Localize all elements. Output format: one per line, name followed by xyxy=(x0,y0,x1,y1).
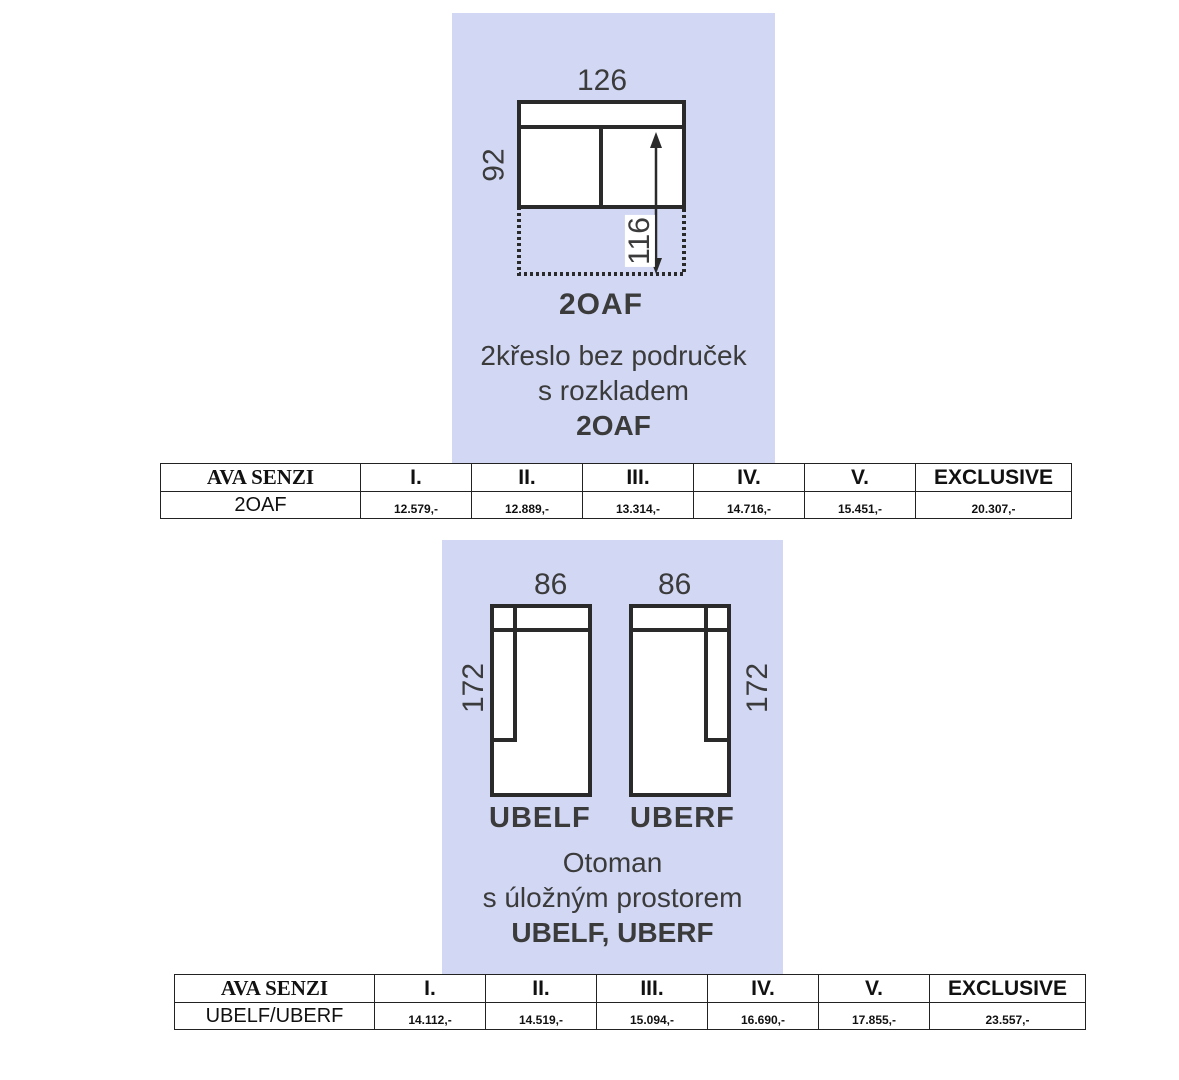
ottoman-left-diagram xyxy=(488,602,598,802)
price-cell: 14.716,- xyxy=(694,492,805,519)
header-price-group: II. xyxy=(472,464,583,492)
header-series: AVA SENZI xyxy=(175,975,375,1003)
right-width-dimension: 86 xyxy=(658,568,692,601)
header-series: AVA SENZI xyxy=(161,464,361,492)
table-row xyxy=(161,492,1072,519)
price-cell: 14.112,- xyxy=(375,1003,486,1030)
price-cell: 12.579,- xyxy=(361,492,472,519)
header-price-group: EXCLUSIVE xyxy=(930,975,1086,1003)
header-price-group: V. xyxy=(805,464,916,492)
left-depth-dimension: 172 xyxy=(457,662,491,714)
header-price-group: EXCLUSIVE xyxy=(916,464,1072,492)
row-model: UBELF/UBERF xyxy=(175,1003,375,1030)
price-cell: 16.690,- xyxy=(708,1003,819,1030)
model-code-2oaf: 2OAF xyxy=(559,288,644,321)
price-cell: 15.094,- xyxy=(597,1003,708,1030)
header-price-group: II. xyxy=(486,975,597,1003)
table-header-row xyxy=(161,464,1072,492)
price-table-top xyxy=(160,463,1072,519)
description-line-2: s rozkladem xyxy=(538,375,689,406)
price-cell: 15.451,- xyxy=(805,492,916,519)
price-cell: 23.557,- xyxy=(930,1003,1086,1030)
price-table-bottom xyxy=(174,974,1086,1030)
price-cell: 20.307,- xyxy=(916,492,1072,519)
armchair-bed-diagram xyxy=(515,98,695,288)
width-dimension: 126 xyxy=(577,64,628,97)
price-cell: 13.314,- xyxy=(583,492,694,519)
header-price-group: I. xyxy=(375,975,486,1003)
table-row xyxy=(175,1003,1086,1030)
price-cell: 17.855,- xyxy=(819,1003,930,1030)
product-description-top xyxy=(452,338,775,443)
description-line-3: 2OAF xyxy=(576,410,651,441)
price-cell: 12.889,- xyxy=(472,492,583,519)
description-line-1: Otoman xyxy=(562,847,663,878)
header-price-group: I. xyxy=(361,464,472,492)
extended-depth-dimension: 116 xyxy=(622,217,656,265)
header-price-group: IV. xyxy=(708,975,819,1003)
header-price-group: III. xyxy=(583,464,694,492)
table-header-row xyxy=(175,975,1086,1003)
model-code-uberf: UBERF xyxy=(630,802,735,834)
description-line-1: 2křeslo bez područek xyxy=(480,340,747,371)
product-description-bottom xyxy=(442,845,783,950)
header-price-group: IV. xyxy=(694,464,805,492)
row-model: 2OAF xyxy=(161,492,361,519)
model-code-ubelf: UBELF xyxy=(489,802,591,834)
left-width-dimension: 86 xyxy=(534,568,568,601)
price-cell: 14.519,- xyxy=(486,1003,597,1030)
header-price-group: III. xyxy=(597,975,708,1003)
description-line-2: s úložným prostorem xyxy=(482,882,743,913)
depth-dimension: 92 xyxy=(477,148,511,182)
description-line-3: UBELF, UBERF xyxy=(511,917,714,948)
ottoman-right-diagram xyxy=(627,602,737,802)
right-depth-dimension: 172 xyxy=(741,662,775,714)
header-price-group: V. xyxy=(819,975,930,1003)
